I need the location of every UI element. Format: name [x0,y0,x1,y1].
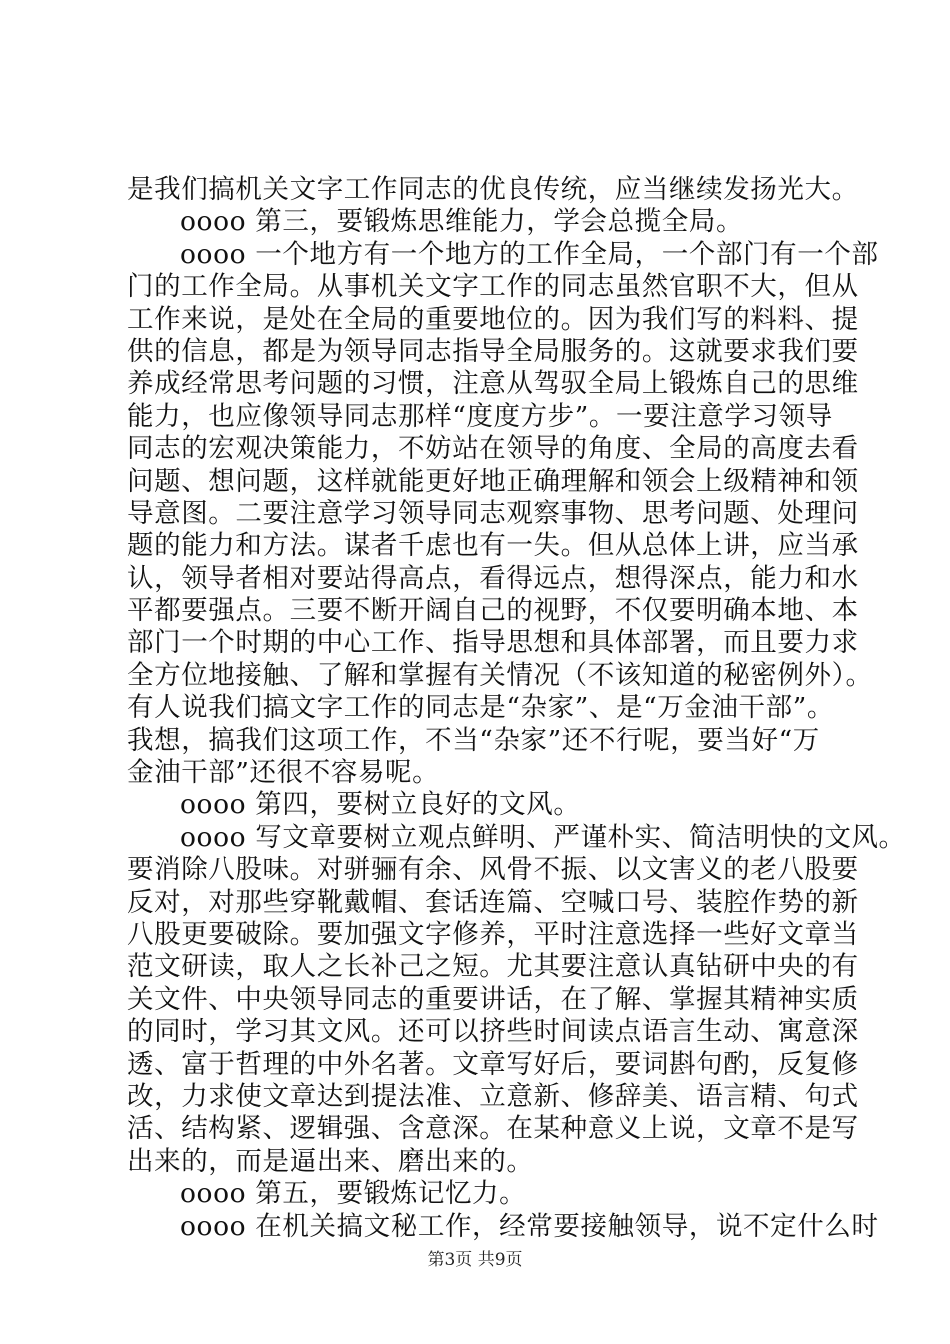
paragraph-start-line: oooo 在机关搞文秘工作，经常要接触领导，说不定什么时 [180,1210,879,1242]
text-line: 同志的宏观决策能力，不妨站在领导的角度、全局的高度去看 [127,433,859,465]
text-line: 供的信息，都是为领导同志指导全局服务的。这就要求我们要 [127,335,859,367]
text-line: 八股更要破除。要加强文字修养，平时注意选择一些好文章当 [127,918,859,950]
text-line: 问题、想问题，这样就能更好地正确理解和领会上级精神和领 [127,465,859,497]
page-number-footer: 第3页 共9页 [427,1250,523,1270]
text-line: 透、富于哲理的中外名著。文章写好后，要词斟句酌，反复修 [127,1048,859,1080]
paragraph-heading-line: oooo 第四，要树立良好的文风。 [180,789,581,821]
text-line: 金油干部”还很不容易呢。 [127,757,440,789]
paragraph-start-line: oooo 写文章要树立观点鲜明、严谨朴实、简洁明快的文风。 [180,821,906,853]
text-line: 活、结构紧、逻辑强、含意深。在某种意义上说，文章不是写 [127,1113,859,1145]
document-body [127,174,906,1243]
text-line: 平都要强点。三要不断开阔自己的视野，不仅要明确本地、本 [127,595,859,627]
text-line: 关文件、中央领导同志的重要讲话，在了解、掌握其精神实质 [127,983,859,1015]
text-line: 工作来说，是处在全局的重要地位的。因为我们写的料料、提 [127,303,859,335]
text-line: 反对，对那些穿靴戴帽、套话连篇、空喊口号、装腔作势的新 [127,886,859,918]
text-line: 能力，也应像领导同志那样“度度方步”。一要注意学习领导 [127,400,833,432]
text-line: 有人说我们搞文字工作的同志是“杂家”、是“万金油干部”。 [127,692,834,724]
text-line: 改，力求使文章达到提法准、立意新、修辞美、语言精、句式 [127,1080,859,1112]
text-line: 全方位地接触、了解和掌握有关情况（不该知道的秘密例外）。 [127,659,873,691]
text-line: 题的能力和方法。谋者千虑也有一失。但从总体上讲，应当承 [127,530,859,562]
paragraph-heading-line: oooo 第五，要锻炼记忆力。 [180,1178,527,1210]
text-line: 导意图。二要注意学习领导同志观察事物、思考问题、处理问 [127,497,859,529]
text-line: 出来的，而是逼出来、磨出来的。 [127,1145,534,1177]
text-line: 认，领导者相对要站得高点，看得远点，想得深点，能力和水 [127,562,859,594]
text-line: 要消除八股味。对骈骊有余、风骨不振、以文害义的老八股要 [127,854,859,886]
text-line: 范文研读，取人之长补己之短。尤其要注意认真钻研中央的有 [127,951,859,983]
text-line: 我想，搞我们这项工作，不当“杂家”还不行呢，要当好“万 [127,724,820,756]
text-line: 养成经常思考问题的习惯，注意从驾驭全局上锻炼自己的思维 [127,368,859,400]
paragraph-heading-line: oooo 第三，要锻炼思维能力，学会总揽全局。 [180,206,744,238]
text-line: 部门一个时期的中心工作、指导思想和具体部署，而且要力求 [127,627,859,659]
text-line: 的同时，学习其文风。还可以挤些时间读点语言生动、寓意深 [127,1016,859,1048]
text-line: 门的工作全局。从事机关文字工作的同志虽然官职不大，但从 [127,271,859,303]
paragraph-start-line: oooo 一个地方有一个地方的工作全局，一个部门有一个部 [180,238,879,270]
text-line: 是我们搞机关文字工作同志的优良传统，应当继续发扬光大。 [127,174,859,205]
